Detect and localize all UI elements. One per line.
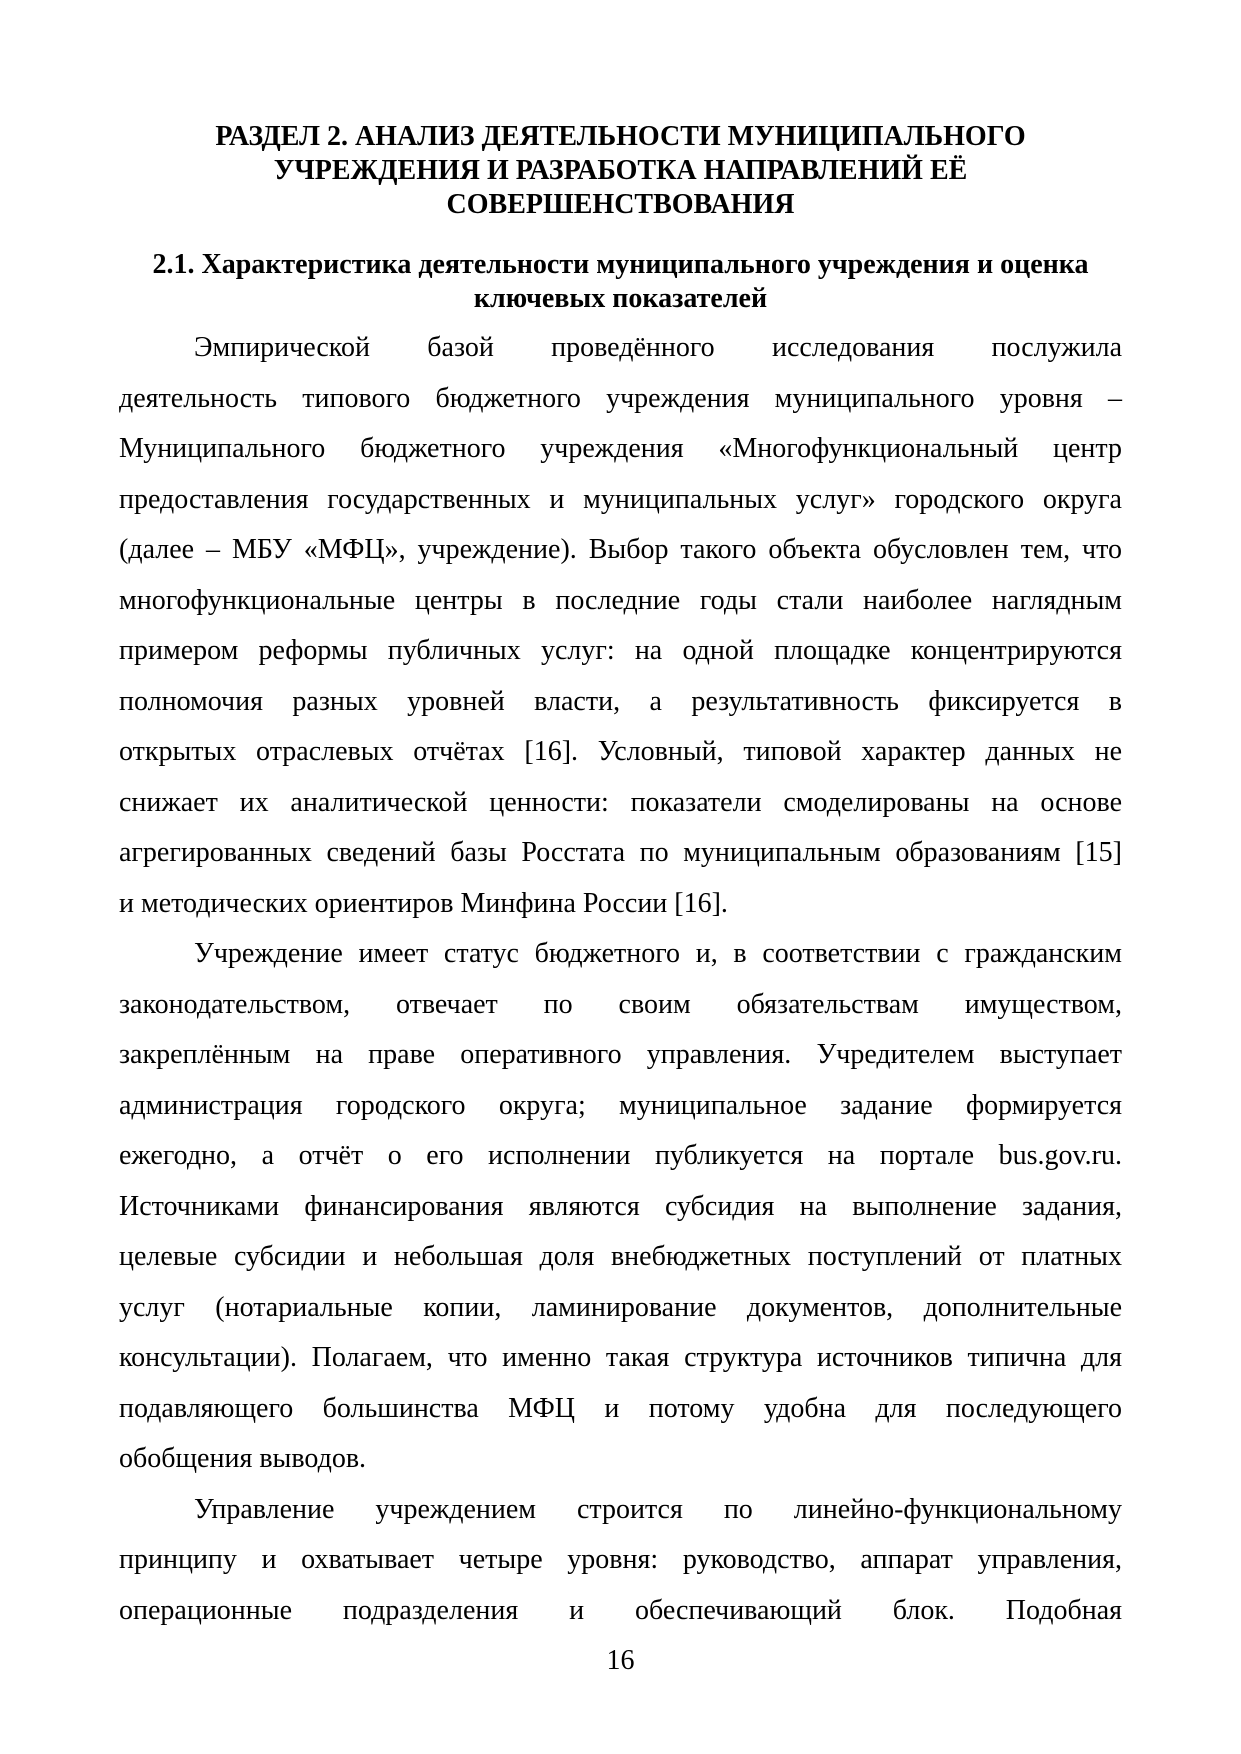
paragraph-line: Управление учреждением строится по линейно-функциональному bbox=[194, 1493, 1122, 1525]
paragraph-line: полномочия разных уровней власти, а результативность фиксируется в bbox=[119, 685, 1122, 717]
paragraph-line: операционные подразделения и обеспечивающий блок. Подобная bbox=[119, 1594, 1122, 1626]
paragraph-line: (далее – МБУ «МФЦ», учреждение). Выбор такого объекта обусловлен тем, что bbox=[119, 534, 1122, 565]
paragraph-management bbox=[119, 1485, 1122, 1637]
paragraph-line: предоставления государственных и муниципальных услуг» городского округа bbox=[119, 483, 1122, 515]
paragraph-line: Источниками финансирования являются субсидия на выполнение задания, bbox=[119, 1190, 1122, 1222]
paragraph-line: подавляющего большинства МФЦ и потому удобна для последующего bbox=[119, 1392, 1122, 1424]
paragraph-line: примером реформы публичных услуг: на одной площадке концентрируются bbox=[119, 635, 1122, 666]
paragraph-line: снижает их аналитической ценности: показатели смоделированы на основе bbox=[119, 786, 1122, 818]
paragraph-line: Учреждение имеет статус бюджетного и, в соответствии с гражданским bbox=[194, 938, 1122, 969]
paragraph-line: целевые субсидии и небольшая доля внебюджетных поступлений от платных bbox=[119, 1241, 1122, 1272]
paragraph-line: многофункциональные центры в последние годы стали наиболее наглядным bbox=[119, 584, 1122, 616]
paragraph-line: открытых отраслевых отчётах [16]. Условный, типовой характер данных не bbox=[119, 736, 1122, 767]
subsection-title-line: ключевых показателей bbox=[473, 283, 768, 314]
paragraph-line: агрегированных сведений базы Росстата по муниципальным образованиям [15] bbox=[119, 837, 1122, 868]
paragraph-legal-status bbox=[119, 929, 1122, 1485]
section-title-line: СОВЕРШЕНСТВОВАНИЯ bbox=[446, 189, 795, 220]
section-title-line: УЧРЕЖДЕНИЯ И РАЗРАБОТКА НАПРАВЛЕНИЙ ЕЁ bbox=[273, 155, 968, 186]
subsection-title-line: 2.1. Характеристика деятельности муниципального учреждения и оценка bbox=[152, 249, 1089, 280]
document-page bbox=[119, 120, 1122, 1636]
paragraph-line: обобщения выводов. bbox=[119, 1443, 367, 1474]
paragraph-line: и методических ориентиров Минфина России [16]. bbox=[119, 887, 728, 919]
paragraph-line: деятельность типового бюджетного учреждения муниципального уровня – bbox=[119, 382, 1122, 414]
section-title-line: РАЗДЕЛ 2. АНАЛИЗ ДЕЯТЕЛЬНОСТИ МУНИЦИПАЛЬНОГО bbox=[215, 121, 1026, 152]
paragraph-line: ежегодно, а отчёт о его исполнении публикуется на портале bus.gov.ru. bbox=[119, 1140, 1122, 1171]
paragraph-empirical-base bbox=[119, 323, 1122, 929]
paragraph-line: Эмпирической базой проведённого исследования послужила bbox=[194, 332, 1122, 363]
paragraph-line: администрация городского округа; муниципальное задание формируется bbox=[119, 1089, 1122, 1121]
paragraph-line: услуг (нотариальные копии, ламинирование документов, дополнительные bbox=[119, 1291, 1122, 1323]
paragraph-line: принципу и охватывает четыре уровня: руководство, аппарат управления, bbox=[119, 1544, 1122, 1575]
page-number: 16 bbox=[606, 1645, 635, 1676]
paragraph-line: Муниципального бюджетного учреждения «Многофункциональный центр bbox=[119, 433, 1122, 464]
subsection-title bbox=[119, 248, 1122, 316]
paragraph-line: законодательством, отвечает по своим обязательствам имуществом, bbox=[119, 988, 1122, 1020]
section-title bbox=[119, 120, 1122, 222]
paragraph-line: закреплённым на праве оперативного управления. Учредителем выступает bbox=[119, 1039, 1122, 1070]
paragraph-line: консультации). Полагаем, что именно такая структура источников типична для bbox=[119, 1342, 1122, 1373]
